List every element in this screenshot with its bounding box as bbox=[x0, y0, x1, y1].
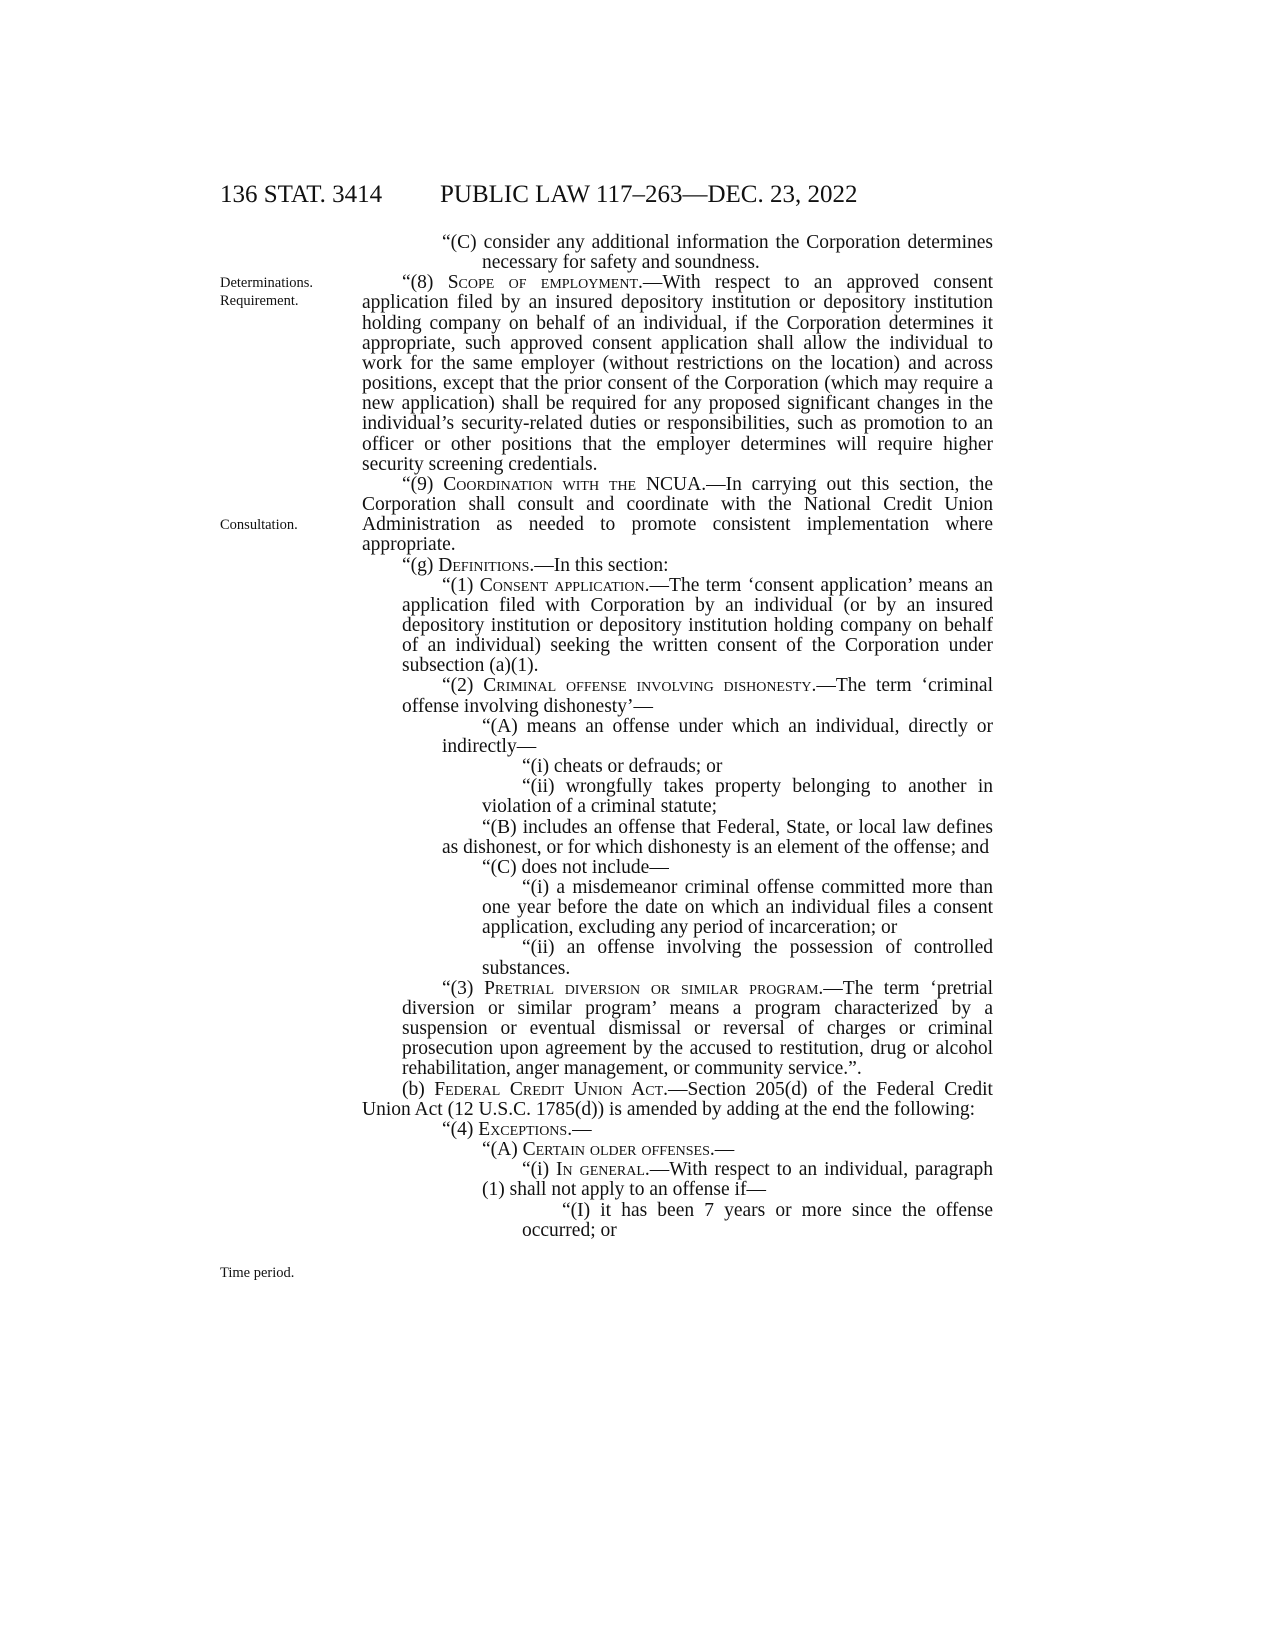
paragraph-text: .—The term ‘criminal offense involving dishonesty’— bbox=[402, 675, 993, 717]
paragraph-heading: In general bbox=[556, 1159, 645, 1181]
paragraph-heading: Certain older offenses bbox=[522, 1139, 710, 1161]
margin-note-requirement: Requirement. bbox=[220, 293, 299, 309]
paragraph-text: .—In this section: bbox=[529, 554, 669, 576]
subsection-b bbox=[362, 1080, 993, 1120]
definition-2-b: “(B) includes an offense that Federal, State, or local law defines as dishonest, or for which dishonesty is an element of the offense; and bbox=[442, 816, 993, 858]
paragraph-heading: Coordination with the NCUA bbox=[443, 473, 702, 495]
paragraph-lead: “(3) bbox=[442, 977, 485, 999]
paragraph-heading: Pretrial diversion or similar program bbox=[484, 977, 819, 999]
statute-page-ref: 136 STAT. 3414 bbox=[220, 181, 383, 208]
clause-c-consider: “(C) consider any additional information the Corporation determines necessary for safety and soundness. bbox=[442, 232, 993, 274]
definition-2 bbox=[362, 676, 993, 716]
paragraph-text: .—The term ‘pretrial diversion or similar program’ means a program characterized by a suspension or eventual dismissal or reversal of charges or criminal prosecution upon agreement by the accused to restitution, drug or alcohol rehabilitation, anger management, or community service.”. bbox=[402, 977, 993, 1080]
paragraph-heading: Criminal offense involving dishonesty bbox=[483, 675, 812, 697]
paragraph-lead: “(9) bbox=[402, 473, 444, 495]
paragraph-4-a-i bbox=[362, 1160, 993, 1200]
paragraph-4-a-i-I: “(I) it has been 7 years or more since the offense occurred; or bbox=[522, 1199, 993, 1241]
paragraph-heading: Definitions bbox=[438, 554, 530, 576]
paragraph-heading: Scope of employment bbox=[447, 272, 639, 294]
paragraph-lead: “(1) bbox=[442, 574, 480, 596]
paragraph-text: .—The term ‘consent application’ means an application filed with Corporation by an individual (or by an insured depository institution or depository institution holding company on behalf of an individual) seeking the written consent of the Corporation under subsection (a)(1). bbox=[402, 574, 993, 677]
definition-2-a: “(A) means an offense under which an individual, directly or indirectly— bbox=[442, 715, 993, 757]
paragraph-text: .—With respect to an approved consent application filed by an insured depository institution or depository institution holding company on behalf of an individual, if the Corporation determines it appropriate, such approved consent application shall allow the individual to work for the same employer (without restrictions on the location) and across positions, except that the prior consent of the Corporation (which may require a new application) shall be required for any proposed significant changes in the individual’s security-related duties or responsibilities, such as promotion to an officer or other positions that the employer determines will require higher security screening credentials. bbox=[362, 272, 993, 475]
paragraph-text: .— bbox=[709, 1139, 735, 1161]
paragraph-lead: (b) bbox=[402, 1078, 435, 1100]
paragraph-heading: Consent application bbox=[479, 574, 645, 596]
paragraph-lead: “(4) bbox=[442, 1118, 479, 1140]
margin-note-determinations: Determinations. bbox=[220, 275, 314, 291]
definition-2-c-ii: “(ii) an offense involving the possession of controlled substances. bbox=[482, 937, 993, 979]
paragraph-text: .— bbox=[567, 1118, 592, 1140]
subsection-g bbox=[362, 556, 993, 576]
paragraph-heading: Exceptions bbox=[478, 1118, 568, 1140]
definition-1 bbox=[362, 576, 993, 677]
paragraph-4-exceptions bbox=[362, 1120, 993, 1140]
definition-3 bbox=[362, 979, 993, 1080]
margin-note-consultation: Consultation. bbox=[220, 517, 298, 533]
paragraph-9 bbox=[362, 475, 993, 556]
paragraph-lead: “(2) bbox=[442, 675, 484, 697]
definition-2-a-i: “(i) cheats or defrauds; or bbox=[522, 756, 723, 778]
paragraph-lead: “(g) bbox=[402, 554, 439, 576]
margin-note-time-period: Time period. bbox=[220, 1265, 295, 1281]
running-title: PUBLIC LAW 117–263—DEC. 23, 2022 bbox=[440, 181, 858, 208]
definition-2-c-i: “(i) a misdemeanor criminal offense committed more than one year before the date on which an individual files a consent application, excluding any period of incarceration; or bbox=[482, 877, 993, 939]
paragraph-text: .—With respect to an individual, paragraph (1) shall not apply to an offense if— bbox=[482, 1159, 993, 1201]
paragraph-4-a bbox=[362, 1140, 993, 1160]
statute-body bbox=[362, 233, 993, 1241]
definition-2-a-ii: “(ii) wrongfully takes property belonging to another in violation of a criminal statute; bbox=[482, 776, 993, 818]
paragraph-heading: Federal Credit Union Act bbox=[434, 1078, 664, 1100]
paragraph-lead: “(8) bbox=[402, 272, 448, 294]
paragraph-text: .—In carrying out this section, the Corporation shall consult and coordinate with the National Credit Union Administration as needed to promote consistent implementation where appropriate. bbox=[362, 473, 993, 556]
paragraph-lead: “(i) bbox=[522, 1159, 557, 1181]
paragraph-text: .—Section 205(d) of the Federal Credit Union Act (12 U.S.C. 1785(d)) is amended by adding at the end the following: bbox=[362, 1078, 993, 1120]
paragraph-8 bbox=[362, 273, 993, 475]
paragraph-lead: “(A) bbox=[482, 1139, 523, 1161]
definition-2-c: “(C) does not include— bbox=[482, 856, 669, 878]
